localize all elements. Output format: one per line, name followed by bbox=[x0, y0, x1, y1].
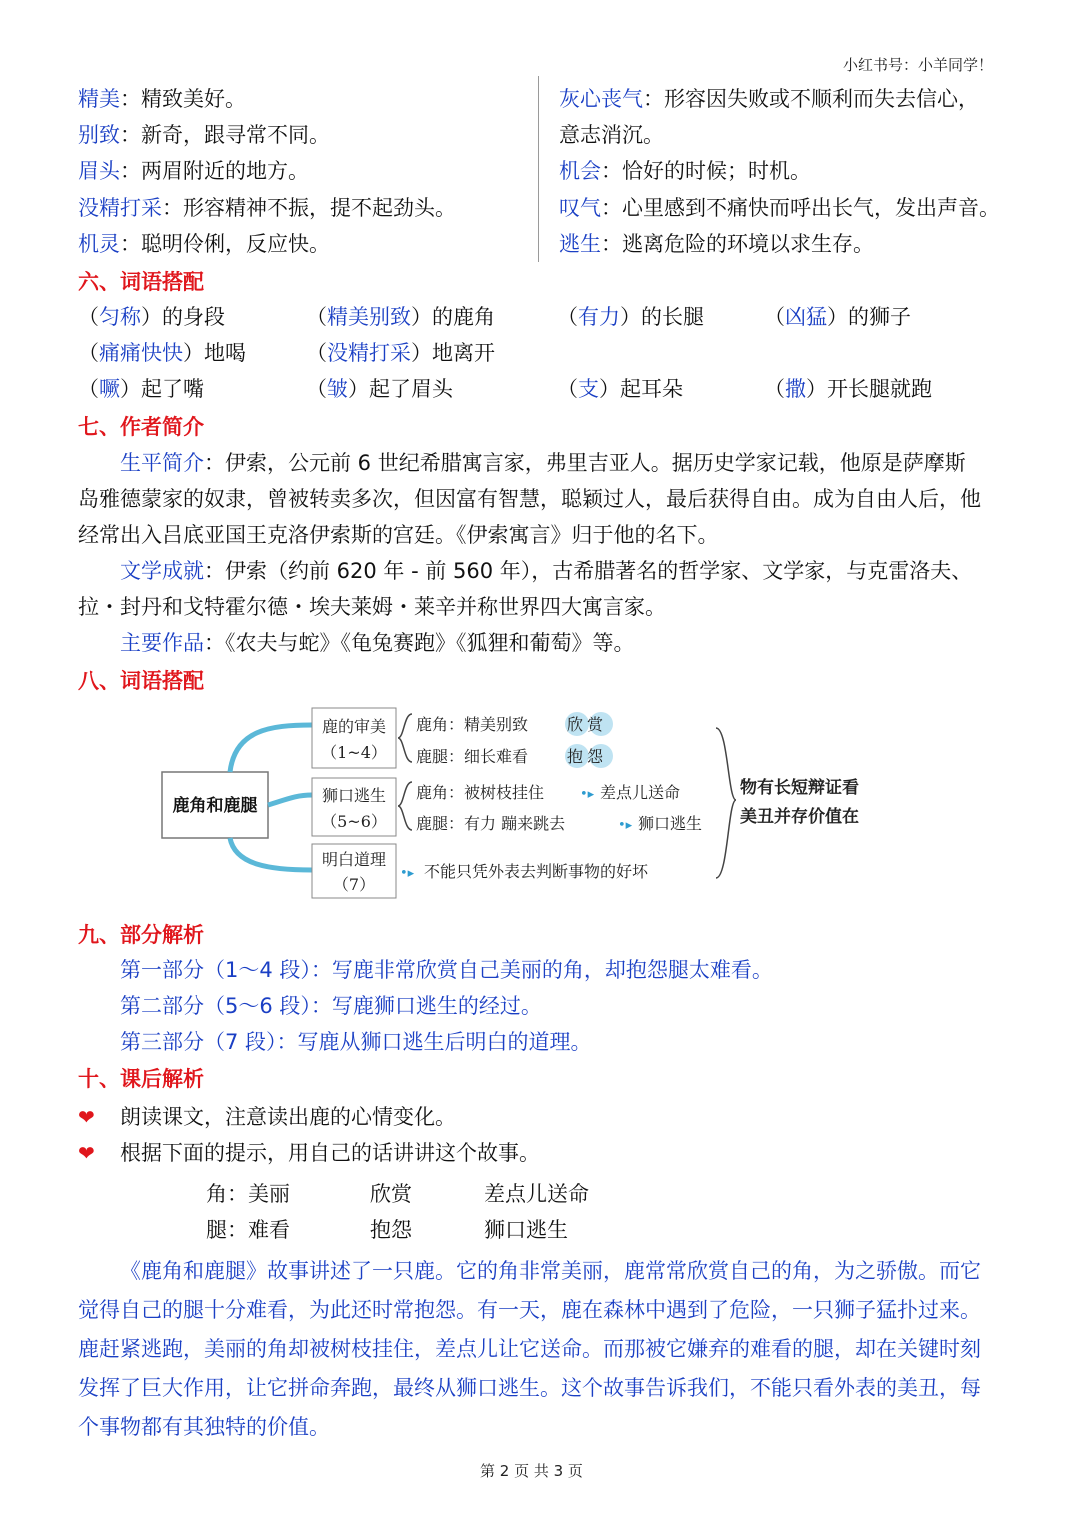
definition-continuation: 意志消沉。 bbox=[559, 123, 664, 147]
definition-item: 别致：新奇，跟寻常不同。 bbox=[78, 123, 330, 147]
collocation-item: （有力）的长腿 bbox=[557, 305, 704, 329]
mind-map-center: 鹿角和鹿腿 bbox=[172, 796, 258, 816]
question: 根据下面的提示，用自己的话讲讲这个故事。 bbox=[120, 1141, 540, 1165]
column-divider bbox=[538, 76, 539, 262]
conclusion-line: 物有长短辩证看 bbox=[740, 778, 859, 798]
collocation-item: （撒）开长腿就跑 bbox=[764, 377, 932, 401]
connector-line bbox=[268, 795, 312, 805]
story-line: 鹿赶紧逃跑，美丽的角却被树枝挂住，差点儿让它送命。而那被它嫌弃的难看的腿，却在关键时刻 bbox=[78, 1337, 981, 1361]
definition-item: 眉头：两眉附近的地方。 bbox=[78, 159, 309, 183]
branch-detail: 鹿角：精美别致 bbox=[416, 715, 529, 734]
heart-icon: ❤ bbox=[78, 1141, 95, 1165]
arrow-icon: •▸ bbox=[618, 818, 633, 833]
branch-result: 欣赏 bbox=[567, 715, 608, 734]
hint-item: 狮口逃生 bbox=[484, 1218, 568, 1242]
collocation-item: （没精打采）地离开 bbox=[306, 341, 495, 365]
section-title: 八、词语搭配 bbox=[78, 669, 204, 693]
mind-map bbox=[150, 700, 910, 910]
section-title: 六、词语搭配 bbox=[78, 270, 204, 294]
achievement-line: 拉・封丹和戈特霍尔德・埃夫莱姆・莱辛并称世界四大寓言家。 bbox=[78, 595, 666, 619]
arrow-icon: •▸ bbox=[580, 787, 595, 802]
connector-line bbox=[230, 725, 312, 772]
brace bbox=[398, 782, 412, 830]
collocation-item: （精美别致）的鹿角 bbox=[306, 305, 495, 329]
hint-item: 抱怨 bbox=[370, 1218, 412, 1242]
page-number: 第 2 页 共 3 页 bbox=[480, 1462, 583, 1480]
collocation-item: （噘）起了嘴 bbox=[78, 377, 204, 401]
story-line: 《鹿角和鹿腿》故事讲述了一只鹿。它的角非常美丽，鹿常常欣赏自己的角，为之骄傲。而它 bbox=[120, 1259, 981, 1283]
bio-line: 岛雅德蒙家的奴隶，曾被转卖多次，但因富有智慧，聪颖过人，最后获得自由。成为自由人后，他 bbox=[78, 487, 981, 511]
collocation-item: （支）起耳朵 bbox=[557, 377, 683, 401]
branch-result: 狮口逃生 bbox=[638, 814, 703, 833]
definition-item: 机会：恰好的时候；时机。 bbox=[559, 159, 811, 183]
hint-item: 角：美丽 bbox=[206, 1182, 290, 1206]
part-line: 第三部分（7 段）：写鹿从狮口逃生后明白的道理。 bbox=[120, 1030, 592, 1054]
story-line: 觉得自己的腿十分难看，为此还时常抱怨。有一天，鹿在森林中遇到了危险，一只狮子猛扑过来。 bbox=[78, 1298, 981, 1322]
definition-item: 叹气：心里感到不痛快而呼出长气，发出声音。 bbox=[559, 196, 1000, 220]
branch-label: 狮口逃生 bbox=[321, 786, 387, 805]
story-line: 个事物都有其独特的价值。 bbox=[78, 1415, 330, 1439]
question: 朗读课文，注意读出鹿的心情变化。 bbox=[120, 1105, 456, 1129]
brace bbox=[398, 714, 412, 762]
branch-range: （7） bbox=[332, 875, 376, 894]
bio-line: 生平简介：伊索，公元前 6 世纪希腊寓言家，弗里吉亚人。据历史学家记载，他原是萨摩斯 bbox=[120, 451, 966, 475]
achievement-line: 文学成就：伊索（约前 620 年 - 前 560 年），古希腊著名的哲学家、文学家，与克雷洛夫、 bbox=[120, 559, 973, 583]
arrow-icon: •▸ bbox=[400, 866, 415, 881]
part-line: 第二部分（5～6 段）：写鹿狮口逃生的经过。 bbox=[120, 994, 542, 1018]
collocation-item: （匀称）的身段 bbox=[78, 305, 225, 329]
collocation-item: （痛痛快快）地喝 bbox=[78, 341, 246, 365]
branch-detail: 鹿角：被树枝挂住 bbox=[416, 783, 545, 802]
hint-item: 差点儿送命 bbox=[484, 1182, 589, 1206]
definition-item: 灰心丧气：形容因失败或不顺利而失去信心， bbox=[559, 87, 979, 111]
branch-range: （5~6） bbox=[321, 812, 387, 831]
branch-result: 不能只凭外表去判断事物的好坏 bbox=[424, 862, 649, 881]
branch-range: （1~4） bbox=[321, 743, 387, 762]
branch-result: 抱怨 bbox=[567, 747, 608, 766]
branch-detail: 鹿腿：有力 蹦来跳去 bbox=[416, 814, 566, 833]
header-note: 小红书号：小羊同学！ bbox=[843, 56, 994, 74]
branch-detail: 鹿腿：细长难看 bbox=[416, 747, 529, 766]
definition-item: 没精打采：形容精神不振，提不起劲头。 bbox=[78, 196, 456, 220]
collocation-item: （凶猛）的狮子 bbox=[764, 305, 911, 329]
works-line: 主要作品：《农夫与蛇》《龟兔赛跑》《狐狸和葡萄》等。 bbox=[120, 631, 635, 655]
definition-item: 机灵：聪明伶俐，反应快。 bbox=[78, 232, 330, 256]
section-title: 七、作者简介 bbox=[78, 415, 204, 439]
definition-item: 精美：精致美好。 bbox=[78, 87, 246, 111]
part-line: 第一部分（1～4 段）：写鹿非常欣赏自己美丽的角，却抱怨腿太难看。 bbox=[120, 958, 773, 982]
branch-label: 鹿的审美 bbox=[321, 717, 387, 736]
bio-line: 经常出入吕底亚国王克洛伊索斯的宫廷。《伊索寓言》归于他的名下。 bbox=[78, 523, 719, 547]
collocation-item: （皱）起了眉头 bbox=[306, 377, 453, 401]
brace bbox=[716, 728, 736, 878]
section-title: 十、课后解析 bbox=[78, 1067, 204, 1091]
heart-icon: ❤ bbox=[78, 1105, 95, 1129]
story-line: 发挥了巨大作用，让它拼命奔跑，最终从狮口逃生。这个故事告诉我们，不能只看外表的美丑，每 bbox=[78, 1376, 981, 1400]
hint-item: 腿：难看 bbox=[206, 1218, 290, 1242]
hint-item: 欣赏 bbox=[370, 1182, 412, 1206]
branch-result: 差点儿送命 bbox=[600, 783, 681, 802]
section-title: 九、部分解析 bbox=[78, 923, 204, 947]
branch-label: 明白道理 bbox=[321, 850, 387, 869]
connector-line bbox=[230, 838, 312, 870]
definition-item: 逃生：逃离危险的环境以求生存。 bbox=[559, 232, 874, 256]
conclusion-line: 美丑并存价值在 bbox=[740, 807, 859, 827]
